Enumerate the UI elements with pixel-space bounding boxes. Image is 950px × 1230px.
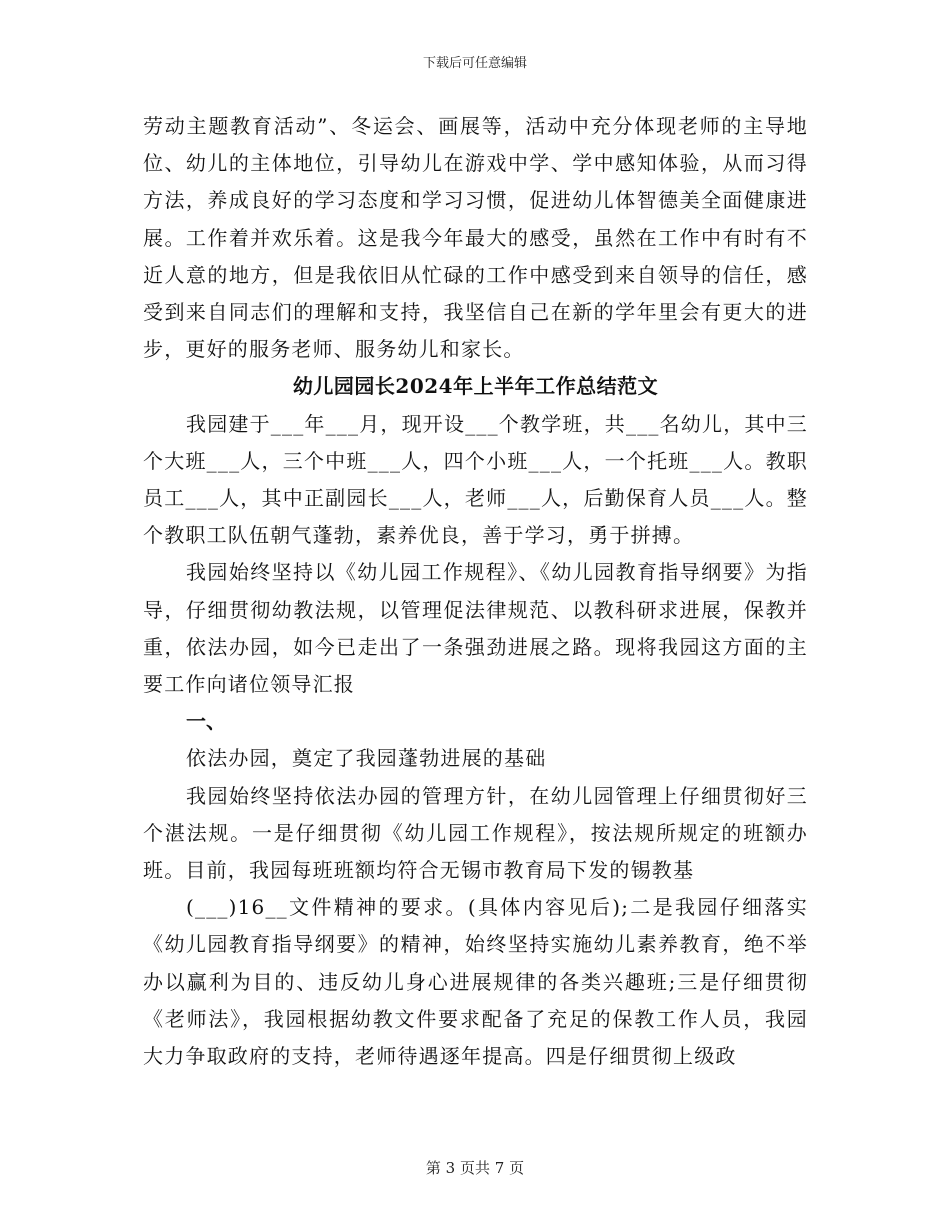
intro-paragraph: 劳动主题教育活动”、冬运会、画展等，活动中充分体现老师的主导地位、幼儿的主体地位，引导幼儿在游戏中学、学中感知体验，从而习得方法，养成良好的学习态度和学习习惯，促进幼儿体智德美全面健康进展。工作着并欢乐着。这是我今年最大的感受，虽然在工作中有时有不近人意的地方，但是我依旧从忙碌的工作中感受到来自领导的信任，感受到来自同志们的理解和支持，我坚信自己在新的学年里会有更大的进步，更好的服务老师、服务幼儿和家长。 (143, 114, 808, 362)
paragraph-1: 我园建于___年___月，现开设___个教学班，共___名幼儿，其中三个大班___人，三个中班___人，四个小班___人，一个托班___人。教职员工___人，其中正副园长___人，老师___人，后勤保育人员___人。整个教职工队伍朝气蓬勃，素养优良，善于学习，勇于拼搏。 (143, 411, 808, 548)
section-title: 依法办园，奠定了我园蓬勃进展的基础 (186, 746, 547, 771)
page-header: 下载后可任意编辑 (422, 56, 527, 71)
paragraph-2: 我园始终坚持以《幼儿园工作规程》、《幼儿园教育指导纲要》为指导，仔细贯彻幼教法规，以管理促法律规范、以教科研求进展，保教并重，依法办园，如今已走出了一条强劲进展之路。现将我园这方面的主要工作向诸位领导汇报 (143, 560, 808, 697)
page-footer: 第 3 页共 7 页 (425, 1159, 525, 1177)
paragraph-3: 我园始终坚持依法办园的管理方针，在幼儿园管理上仔细贯彻好三个湛法规。一是仔细贯彻《幼儿园工作规程》，按法规所规定的班额办班。目前，我园每班班额均符合无锡市教育局下发的锡教基 (143, 783, 808, 883)
document-body (143, 108, 808, 1075)
document-title: 幼儿园园长2024年上半年工作总结范文 (292, 374, 659, 399)
paragraph-4: (___)16__文件精神的要求。(具体内容见后);二是我园仔细落实《幼儿园教育指导纲要》的精神，始终坚持实施幼儿素养教育，绝不举办以赢利为目的、违反幼儿身心进展规律的各类兴趣班;三是仔细贯彻《老师法》，我园根据幼教文件要求配备了充足的保教工作人员，我园大力争取政府的支持，老师待遇逐年提高。四是仔细贯彻上级政 (143, 895, 808, 1069)
section-number: 一、 (186, 709, 226, 734)
